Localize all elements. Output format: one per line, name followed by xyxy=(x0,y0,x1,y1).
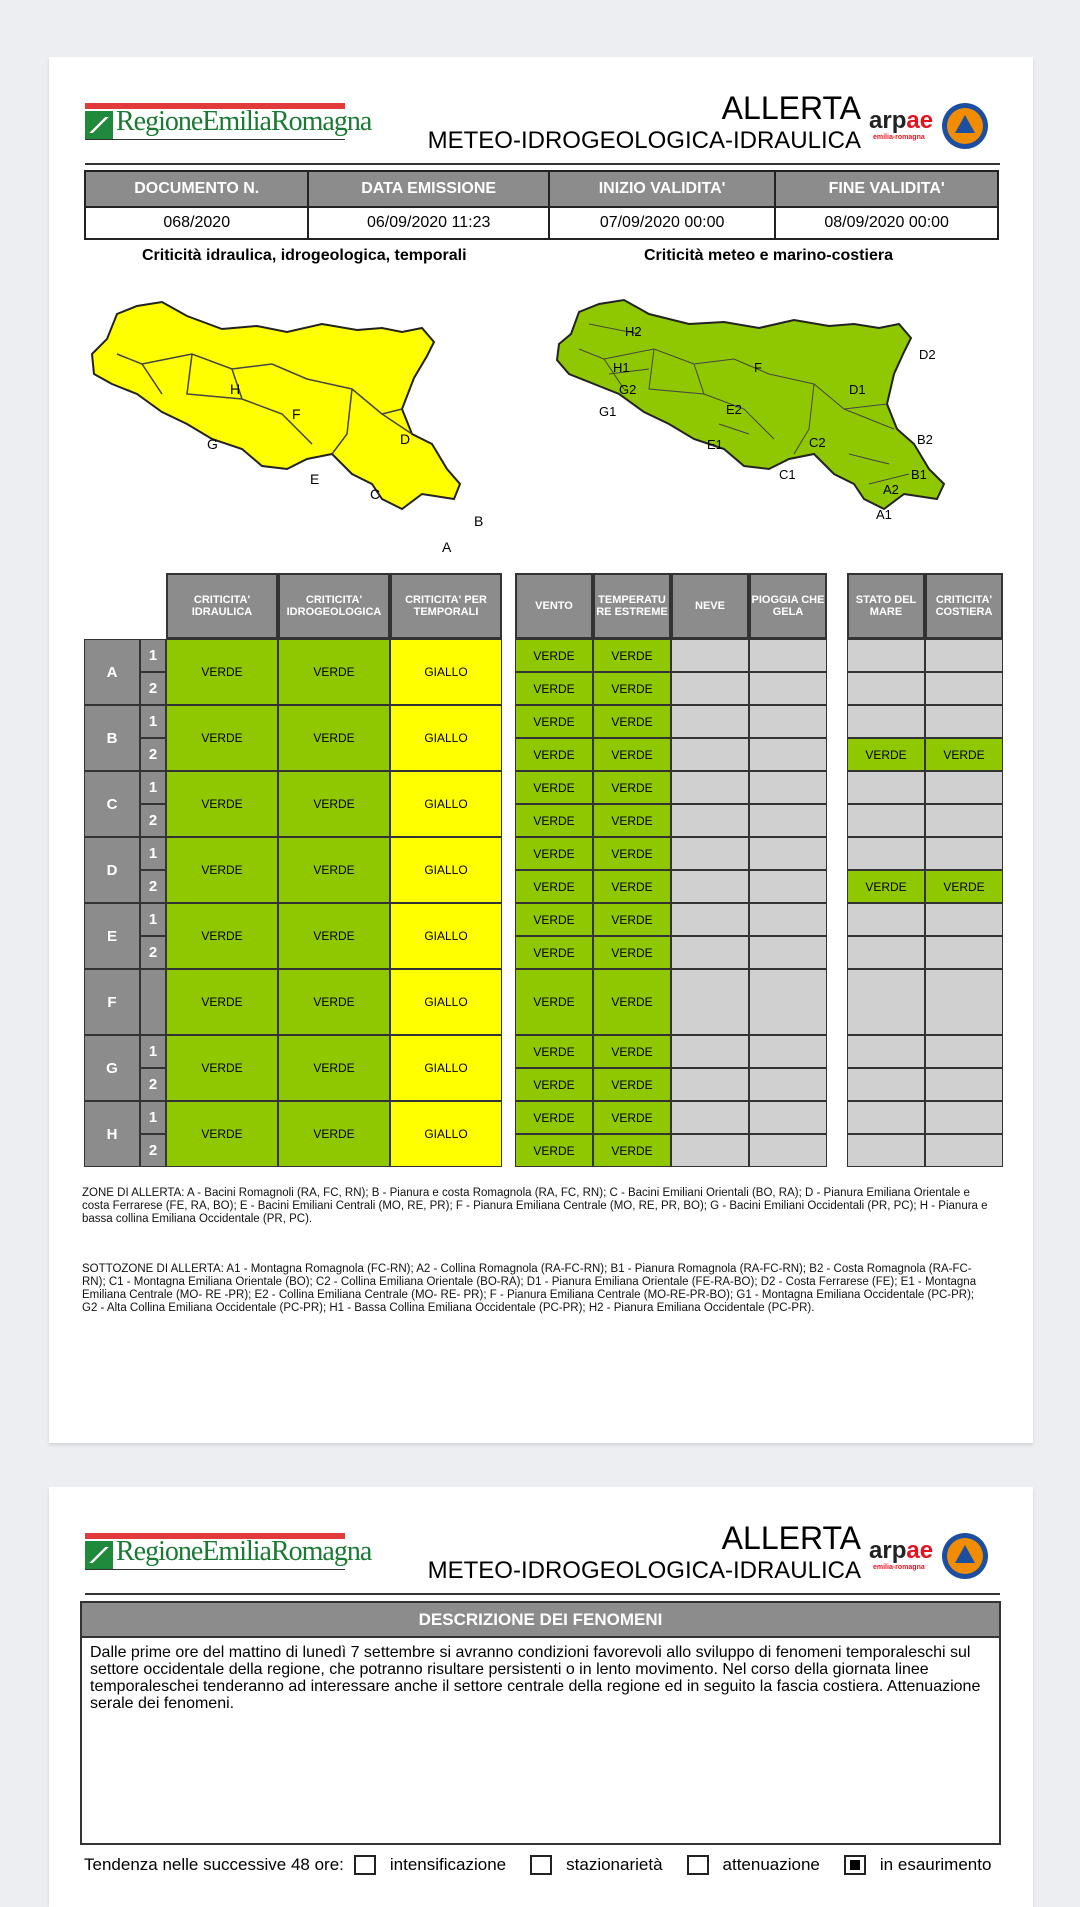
logo-underline xyxy=(85,139,345,140)
level-neve xyxy=(671,903,749,936)
tendency-option-label: in esaurimento xyxy=(879,1855,992,1874)
validity-end-header: FINE VALIDITA' xyxy=(775,171,998,207)
level-pioggia xyxy=(749,936,827,969)
level-temperature: VERDE xyxy=(593,870,671,903)
level-temporali: GIALLO xyxy=(390,771,502,837)
map-label-b: B xyxy=(474,513,484,529)
level-costiera xyxy=(925,837,1003,870)
level-temperature: VERDE xyxy=(593,804,671,837)
tendency-checkbox-intensificazione[interactable] xyxy=(354,1855,376,1875)
zone-legend-note: ZONE DI ALLERTA: A - Bacini Romagnoli (RA, FC, RN); B - Pianura e costa Romagnola (RA, FC, RN); C - Bacini Emiliani Orientali (BO, RA); D - Pianura Emiliana Orientale e costa Ferrarese (FE, RA, BO); E - Bacini Emiliani Centrali (MO, RE, PR); F - Pianura Emiliana Centrale (MO, RE, PR, BO); G - Bacini Emiliani Occidentali (PR, PC); H - Pianura e bassa collina Emiliana Occidentale (PR, PC). xyxy=(82,1187,988,1225)
level-costiera xyxy=(925,639,1003,672)
arpae-logo: arpae xyxy=(869,107,934,134)
subzone-label: 1 xyxy=(140,837,166,870)
level-mare xyxy=(847,672,925,705)
level-idrogeologica: VERDE xyxy=(278,1101,390,1167)
level-vento: VERDE xyxy=(515,672,593,705)
level-costiera xyxy=(925,1068,1003,1101)
bulletin-page-2 xyxy=(49,1487,1033,1907)
map-label-d: D xyxy=(400,431,411,447)
level-vento: VERDE xyxy=(515,969,593,1035)
level-temporali: GIALLO xyxy=(390,903,502,969)
level-neve xyxy=(671,969,749,1035)
level-idraulica: VERDE xyxy=(166,837,278,903)
header-neve: NEVE xyxy=(671,573,749,639)
validity-end-value: 08/09/2020 00:00 xyxy=(775,207,998,239)
level-costiera xyxy=(925,771,1003,804)
level-pioggia xyxy=(749,639,827,672)
level-pioggia xyxy=(749,771,827,804)
level-mare xyxy=(847,771,925,804)
level-temperature: VERDE xyxy=(593,969,671,1035)
map-label-a2: A2 xyxy=(883,482,899,497)
subzone-label: 1 xyxy=(140,771,166,804)
subzone-label: 1 xyxy=(140,1101,166,1134)
map-label-g2: G2 xyxy=(619,382,637,397)
level-neve xyxy=(671,1068,749,1101)
level-mare xyxy=(847,1068,925,1101)
header-mare: STATO DEL MARE xyxy=(847,573,925,639)
level-neve xyxy=(671,1035,749,1068)
subzone-label: 2 xyxy=(140,738,166,771)
level-idraulica: VERDE xyxy=(166,969,278,1035)
phenomena-description-text: Dalle prime ore del mattino di lunedì 7 settembre si avranno condizioni favorevoli allo sviluppo di fenomeni temporaleschi sul settore occidentale della regione, che potranno risultare persistenti o in lento movimento. Nel corso della giornata linee temporaleschei tenderanno ad interessare anche il settore centrale della regione ed in seguito la fascia costiera. Attenuazione serale dei fenomeni. xyxy=(90,1644,981,1712)
region-logo-text: RegioneEmiliaRomagna xyxy=(116,1536,372,1567)
arpae-logo-subtext: emilia-romagna xyxy=(873,1564,925,1571)
region-flag-icon xyxy=(85,1541,113,1569)
bulletin-page-1 xyxy=(49,57,1033,1443)
subzone-label: 2 xyxy=(140,804,166,837)
header-temperature: TEMPERATU RE ESTREME xyxy=(593,573,671,639)
level-temperature: VERDE xyxy=(593,705,671,738)
map-label-d2: D2 xyxy=(919,347,936,362)
level-vento: VERDE xyxy=(515,771,593,804)
level-vento: VERDE xyxy=(515,1101,593,1134)
level-pioggia xyxy=(749,1101,827,1134)
level-mare xyxy=(847,1035,925,1068)
subzone-legend-note: SOTTOZONE DI ALLERTA: A1 - Montagna Romagnola (FC-RN); A2 - Collina Romagnola (RA-FC-RN); B1 - Pianura Romagnola (RA-FC-RN); B2 - Costa Romagnola (RA-FC-RN); C1 - Montagna Emiliana Orientale (BO); C2 - Collina Emiliana Orientale (BO-RA); D1 - Pianura Emiliana Orientale (FE-RA-BO); D2 - Costa Ferrarese (FE); E1 - Montagna Emiliana Centrale (MO- RE -PR); E2 - Collina Emiliana Centrale (MO- RE- PR); F - Pianura Emiliana Centrale (MO-RE-PR-BO); G1 - Montagna Emiliana Occidentale (PC-PR); G2 - Alta Collina Emiliana Occidentale (PC-PR); H1 - Bassa Collina Emiliana Occidentale (PC-PR); H2 - Pianura Emiliana Occidentale (PC-PR). xyxy=(82,1263,977,1314)
arpae-logo-subtext: emilia-romagna xyxy=(873,134,925,141)
level-mare xyxy=(847,639,925,672)
level-vento: VERDE xyxy=(515,1068,593,1101)
phenomena-description-box xyxy=(80,1601,1001,1845)
level-vento: VERDE xyxy=(515,639,593,672)
subzone-label: 2 xyxy=(140,1134,166,1167)
level-temperature: VERDE xyxy=(593,1068,671,1101)
header-rule xyxy=(85,163,1000,165)
alert-subtitle: METEO-IDROGEOLOGICA-IDRAULICA xyxy=(427,1557,861,1584)
level-pioggia xyxy=(749,1035,827,1068)
protezione-civile-logo-icon xyxy=(942,1533,988,1579)
zone-label-b: B xyxy=(84,705,140,771)
level-pioggia xyxy=(749,672,827,705)
bulletin-header xyxy=(49,1487,1033,1607)
tendency-option-label: attenuazione xyxy=(722,1855,820,1874)
level-idraulica: VERDE xyxy=(166,1035,278,1101)
level-costiera xyxy=(925,1035,1003,1068)
level-mare xyxy=(847,936,925,969)
level-vento: VERDE xyxy=(515,738,593,771)
level-temperature: VERDE xyxy=(593,837,671,870)
validity-start-header: INIZIO VALIDITA' xyxy=(549,171,775,207)
level-temporali: GIALLO xyxy=(390,1035,502,1101)
level-idraulica: VERDE xyxy=(166,771,278,837)
tendency-label: Tendenza nelle successive 48 ore: xyxy=(84,1855,344,1874)
tendency-row xyxy=(84,1855,1024,1875)
zone-label-f: F xyxy=(84,969,140,1035)
level-neve xyxy=(671,870,749,903)
subzone-label: 1 xyxy=(140,1035,166,1068)
logo-underline xyxy=(85,1569,345,1570)
zone-label-g: G xyxy=(84,1035,140,1101)
header-temporali: CRITICITA' PER TEMPORALI xyxy=(390,573,502,639)
header-idraulica: CRITICITA' IDRAULICA xyxy=(166,573,278,639)
level-mare xyxy=(847,903,925,936)
map-label-h1: H1 xyxy=(613,360,630,375)
map-label-h: H xyxy=(230,381,241,397)
map-label-g: G xyxy=(207,436,218,452)
tendency-option-label: intensificazione xyxy=(389,1855,507,1874)
level-idrogeologica: VERDE xyxy=(278,969,390,1035)
level-costiera: VERDE xyxy=(925,738,1003,771)
level-neve xyxy=(671,1101,749,1134)
header-costiera: CRITICITA' COSTIERA xyxy=(925,573,1003,639)
level-vento: VERDE xyxy=(515,1035,593,1068)
region-flag-icon xyxy=(85,111,113,139)
map-label-f: F xyxy=(292,406,301,422)
level-temporali: GIALLO xyxy=(390,639,502,705)
criticality-map-meteo xyxy=(549,294,1009,534)
level-neve xyxy=(671,804,749,837)
level-temperature: VERDE xyxy=(593,1134,671,1167)
level-idrogeologica: VERDE xyxy=(278,1035,390,1101)
level-costiera: VERDE xyxy=(925,870,1003,903)
level-pioggia xyxy=(749,1134,827,1167)
zone-label-h: H xyxy=(84,1101,140,1167)
level-pioggia xyxy=(749,870,827,903)
tendency-checkbox-stazionarieta[interactable] xyxy=(530,1855,552,1875)
level-costiera xyxy=(925,804,1003,837)
subzone-label: 1 xyxy=(140,639,166,672)
map-label-e2: E2 xyxy=(726,402,742,417)
issue-date-header: DATA EMISSIONE xyxy=(308,171,548,207)
map-label-f: F xyxy=(754,360,762,375)
header-idrogeologica: CRITICITA' IDROGEOLOGICA xyxy=(278,573,390,639)
level-temperature: VERDE xyxy=(593,1101,671,1134)
level-temperature: VERDE xyxy=(593,738,671,771)
level-idrogeologica: VERDE xyxy=(278,771,390,837)
bulletin-header xyxy=(49,57,1033,177)
level-mare xyxy=(847,969,925,1035)
tendency-checkbox-in-esaurimento[interactable] xyxy=(844,1855,866,1875)
level-temporali: GIALLO xyxy=(390,969,502,1035)
criticality-map-hydraulic xyxy=(82,294,502,555)
zone-label-a: A xyxy=(84,639,140,705)
document-info-table xyxy=(84,170,999,240)
arpae-logo: arpae xyxy=(869,1537,934,1564)
level-neve xyxy=(671,837,749,870)
level-vento: VERDE xyxy=(515,837,593,870)
level-neve xyxy=(671,1134,749,1167)
subzone-label: 2 xyxy=(140,672,166,705)
level-temperature: VERDE xyxy=(593,771,671,804)
protezione-civile-logo-icon xyxy=(942,103,988,149)
level-vento: VERDE xyxy=(515,1134,593,1167)
doc-number-value: 068/2020 xyxy=(85,207,308,239)
level-idrogeologica: VERDE xyxy=(278,639,390,705)
subzone-label: 2 xyxy=(140,1068,166,1101)
level-costiera xyxy=(925,936,1003,969)
level-vento: VERDE xyxy=(515,936,593,969)
level-costiera xyxy=(925,672,1003,705)
header-rule xyxy=(85,1593,1000,1595)
level-idraulica: VERDE xyxy=(166,639,278,705)
tendency-checkbox-attenuazione[interactable] xyxy=(687,1855,709,1875)
level-costiera xyxy=(925,1134,1003,1167)
level-temporali: GIALLO xyxy=(390,1101,502,1167)
level-costiera xyxy=(925,705,1003,738)
region-shape xyxy=(92,302,460,509)
level-idraulica: VERDE xyxy=(166,1101,278,1167)
zone-label-c: C xyxy=(84,771,140,837)
level-neve xyxy=(671,705,749,738)
tendency-option-label: stazionarietà xyxy=(566,1855,663,1874)
level-temperature: VERDE xyxy=(593,903,671,936)
map-label-b1: B1 xyxy=(911,467,927,482)
level-mare: VERDE xyxy=(847,738,925,771)
level-idraulica: VERDE xyxy=(166,705,278,771)
level-idrogeologica: VERDE xyxy=(278,903,390,969)
level-neve xyxy=(671,639,749,672)
issue-date-value: 06/09/2020 11:23 xyxy=(308,207,548,239)
level-costiera xyxy=(925,1101,1003,1134)
subzone-label: 1 xyxy=(140,705,166,738)
map-label-e1: E1 xyxy=(707,437,723,452)
zone-label-e: E xyxy=(84,903,140,969)
level-pioggia xyxy=(749,969,827,1035)
map-label-h2: H2 xyxy=(625,324,642,339)
subzone-label: 2 xyxy=(140,936,166,969)
phenomena-description-heading: DESCRIZIONE DEI FENOMENI xyxy=(82,1603,999,1638)
level-vento: VERDE xyxy=(515,705,593,738)
level-pioggia xyxy=(749,1068,827,1101)
level-temperature: VERDE xyxy=(593,936,671,969)
level-mare xyxy=(847,804,925,837)
level-pioggia xyxy=(749,837,827,870)
map-label-a: A xyxy=(442,539,452,555)
level-vento: VERDE xyxy=(515,903,593,936)
map-label-d1: D1 xyxy=(849,382,866,397)
level-neve xyxy=(671,738,749,771)
map-label-a1: A1 xyxy=(876,507,892,522)
level-pioggia xyxy=(749,804,827,837)
subzone-label: 1 xyxy=(140,903,166,936)
level-vento: VERDE xyxy=(515,804,593,837)
level-mare xyxy=(847,1101,925,1134)
level-neve xyxy=(671,672,749,705)
map-label-b2: B2 xyxy=(917,432,933,447)
level-mare xyxy=(847,1134,925,1167)
doc-number-header: DOCUMENTO N. xyxy=(85,171,308,207)
level-neve xyxy=(671,771,749,804)
level-temperature: VERDE xyxy=(593,1035,671,1068)
level-temperature: VERDE xyxy=(593,639,671,672)
level-costiera xyxy=(925,969,1003,1035)
map-label-g1: G1 xyxy=(599,404,617,419)
level-mare xyxy=(847,705,925,738)
right-map-title: Criticità meteo e marino-costiera xyxy=(644,247,893,264)
level-idraulica: VERDE xyxy=(166,903,278,969)
region-logo-text: RegioneEmiliaRomagna xyxy=(116,106,372,137)
level-pioggia xyxy=(749,705,827,738)
subzone-label-empty xyxy=(140,969,166,1035)
level-temperature: VERDE xyxy=(593,672,671,705)
map-label-c1: C1 xyxy=(779,467,796,482)
map-label-e: E xyxy=(310,471,320,487)
alert-title: ALLERTA xyxy=(721,1520,861,1556)
level-pioggia xyxy=(749,738,827,771)
level-idrogeologica: VERDE xyxy=(278,705,390,771)
subzone-label: 2 xyxy=(140,870,166,903)
level-temporali: GIALLO xyxy=(390,837,502,903)
level-mare: VERDE xyxy=(847,870,925,903)
header-vento: VENTO xyxy=(515,573,593,639)
level-temporali: GIALLO xyxy=(390,705,502,771)
map-label-c: C xyxy=(370,486,381,502)
level-vento: VERDE xyxy=(515,870,593,903)
header-pioggia: PIOGGIA CHE GELA xyxy=(749,573,827,639)
map-label-c2: C2 xyxy=(809,435,826,450)
zone-label-d: D xyxy=(84,837,140,903)
validity-start-value: 07/09/2020 00:00 xyxy=(549,207,775,239)
level-neve xyxy=(671,936,749,969)
level-mare xyxy=(847,837,925,870)
alert-title: ALLERTA xyxy=(721,90,861,126)
level-idrogeologica: VERDE xyxy=(278,837,390,903)
left-map-title: Criticità idraulica, idrogeologica, temporali xyxy=(142,247,467,264)
level-costiera xyxy=(925,903,1003,936)
level-pioggia xyxy=(749,903,827,936)
alert-subtitle: METEO-IDROGEOLOGICA-IDRAULICA xyxy=(427,127,861,154)
